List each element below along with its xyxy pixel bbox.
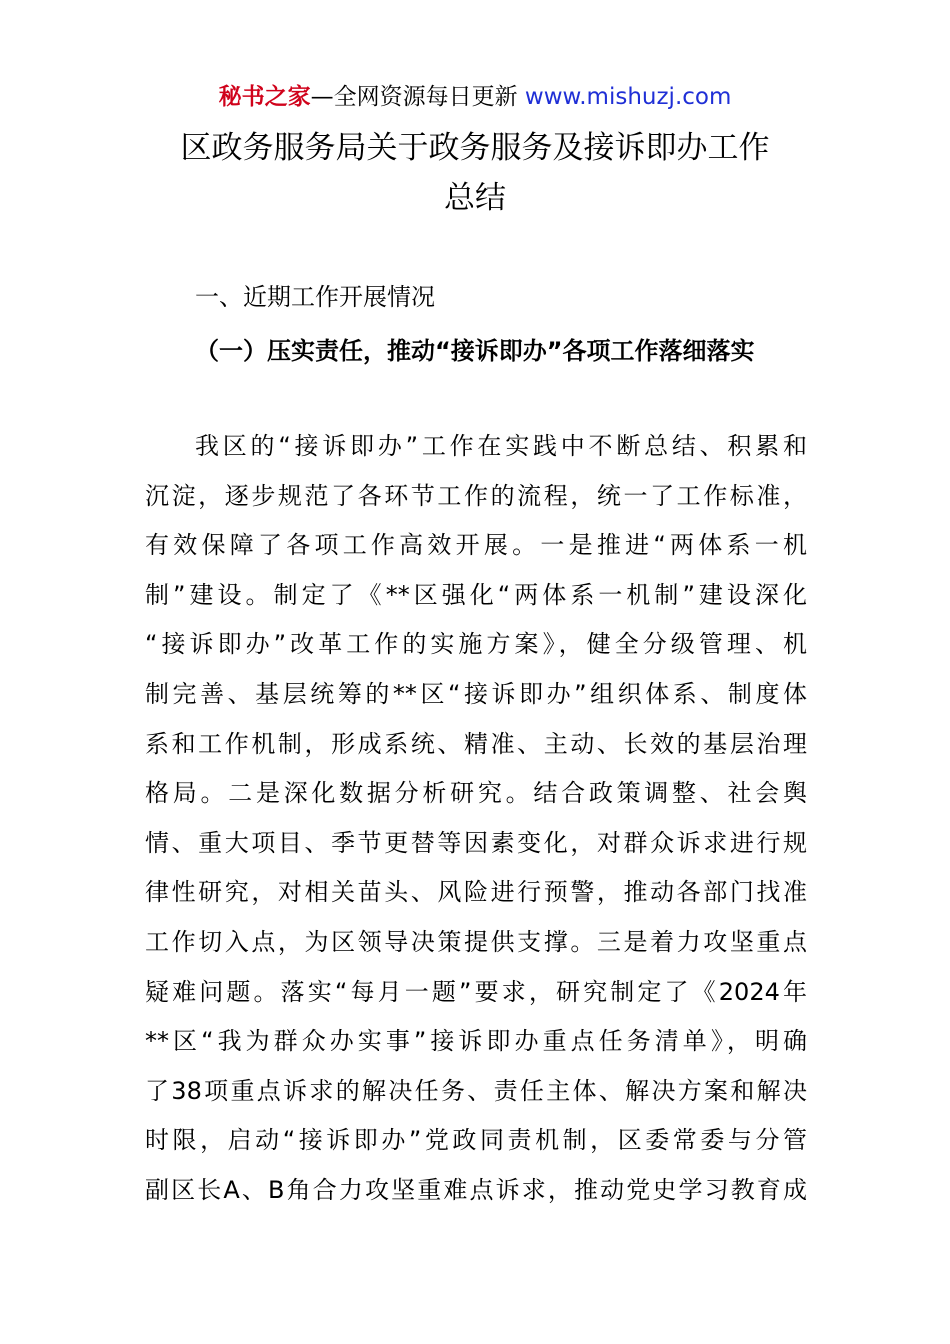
- paragraph-line: 系和工作机制，形成系统、精准、主动、长效的基层治理: [145, 729, 807, 758]
- site-brand: 秘书之家: [218, 84, 311, 110]
- paragraph-line: 我区的“接诉即办”工作在实践中不断总结、积累和: [195, 432, 807, 460]
- subsection-heading: （一）压实责任，推动“接诉即办”各项工作落细落实: [195, 337, 755, 365]
- document-title-line-2: 总结: [444, 180, 506, 216]
- section-heading: 一、近期工作开展情况: [195, 283, 435, 311]
- body-paragraph: [145, 422, 807, 1216]
- paragraph-line: 制”建设。制定了《**区强化“两体系一机制”建设深化: [145, 580, 807, 609]
- paragraph-line: 制完善、基层统筹的**区“接诉即办”组织体系、制度体: [145, 679, 807, 708]
- paragraph-line: 有效保障了各项工作高效开展。一是推进“两体系一机: [145, 531, 807, 560]
- paragraph-line: 律性研究，对相关苗头、风险进行预警，推动各部门找准: [145, 878, 807, 907]
- paragraph-line: 疑难问题。落实“每月一题”要求，研究制定了《2024年: [145, 977, 807, 1006]
- paragraph-line: 工作切入点，为区领导决策提供支撑。三是着力攻坚重点: [145, 927, 807, 956]
- paragraph-line: 格局。二是深化数据分析研究。结合政策调整、社会舆: [145, 779, 807, 808]
- paragraph-line: 副区长A、B角合力攻坚重难点诉求，推动党史学习教育成: [145, 1175, 807, 1204]
- paragraph-line: 了38项重点诉求的解决任务、责任主体、解决方案和解决: [145, 1076, 807, 1105]
- site-header: [0, 82, 950, 112]
- document-title-line-1: 区政务服务局关于政务服务及接诉即办工作: [180, 130, 770, 166]
- paragraph-line: “接诉即办”改革工作的实施方案》，健全分级管理、机: [145, 630, 807, 659]
- site-url-link[interactable]: www.mishuzj.com: [524, 84, 732, 110]
- paragraph-line: 情、重大项目、季节更替等因素变化，对群众诉求进行规: [145, 828, 807, 857]
- paragraph-line: 沉淀，逐步规范了各环节工作的流程，统一了工作标准，: [145, 481, 807, 510]
- paragraph-line: **区“我为群众办实事”接诉即办重点任务清单》，明确: [145, 1027, 807, 1056]
- paragraph-line: 时限，启动“接诉即办”党政同责机制，区委常委与分管: [145, 1126, 807, 1155]
- site-tagline: —全网资源每日更新: [310, 84, 525, 110]
